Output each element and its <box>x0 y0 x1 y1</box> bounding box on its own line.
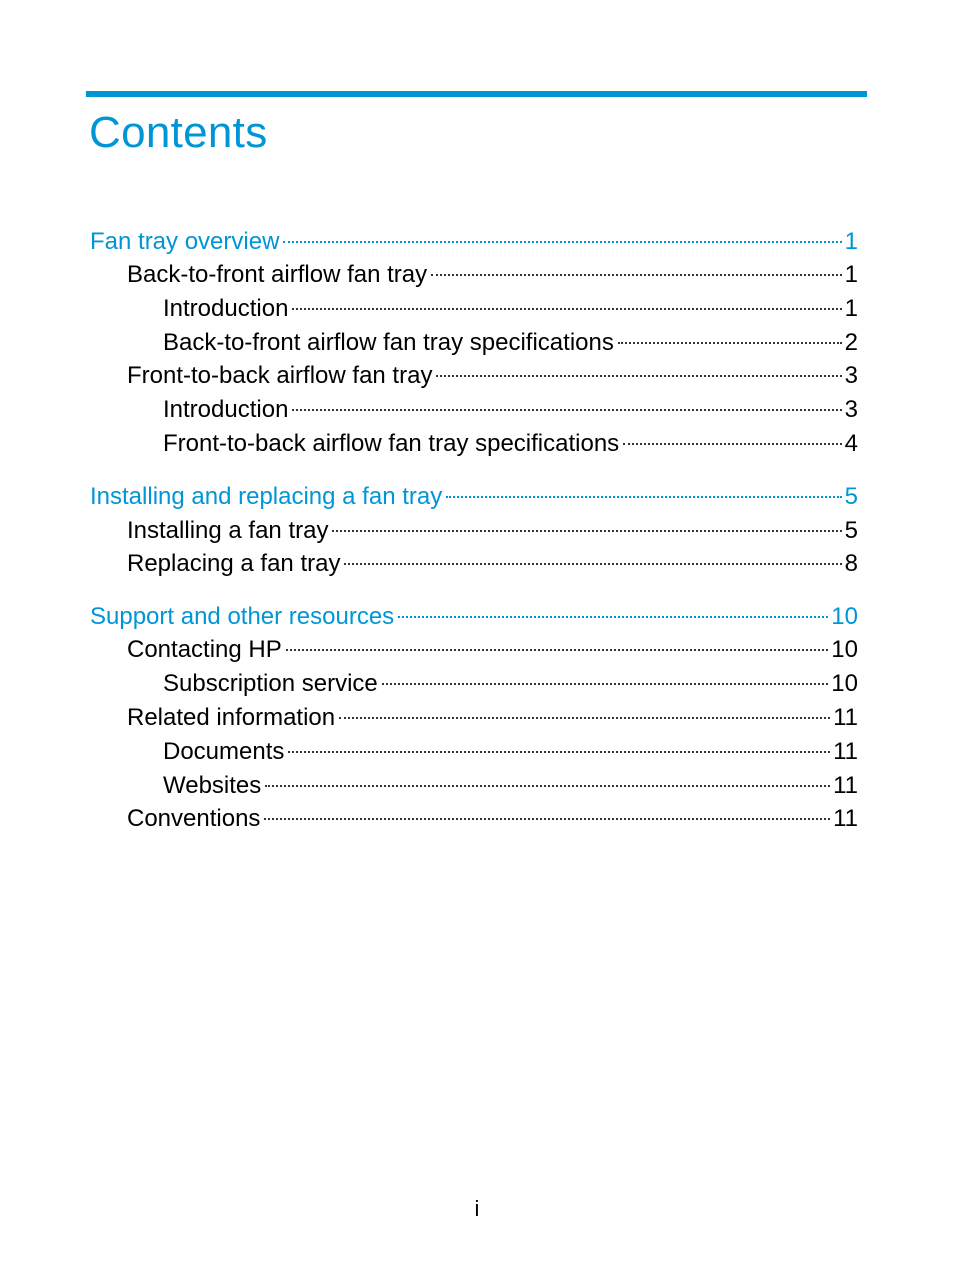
toc-entry-page: 3 <box>844 362 858 389</box>
toc-entry-page: 1 <box>844 228 858 255</box>
toc-entry-label: Subscription service <box>163 670 378 697</box>
dot-leader <box>339 716 830 719</box>
dot-leader <box>265 784 830 787</box>
dot-leader <box>436 374 841 377</box>
toc-entry-contacting-hp[interactable] <box>127 633 858 667</box>
dot-leader <box>288 750 830 753</box>
toc-entry-page: 5 <box>844 483 858 510</box>
toc-entry-label: Back-to-front airflow fan tray specifications <box>163 329 614 356</box>
toc-entry-label: Conventions <box>127 805 261 832</box>
toc-entry-page: 8 <box>844 550 858 577</box>
dot-leader <box>344 562 841 565</box>
toc-entry-support-and-other-resources[interactable] <box>90 600 858 634</box>
toc-entry-front-to-back-specifications[interactable] <box>163 427 858 461</box>
toc-entry-page: 2 <box>844 329 858 356</box>
toc-entry-page: 5 <box>844 517 858 544</box>
toc-entry-page: 10 <box>831 603 858 630</box>
toc-entry-label: Installing a fan tray <box>127 517 329 544</box>
toc-entry-label: Front-to-back airflow fan tray specifications <box>163 430 620 457</box>
dot-leader <box>382 682 829 685</box>
page-title: Contents <box>89 108 268 157</box>
toc-entry-installing-a-fan-tray[interactable] <box>127 514 858 548</box>
dot-leader <box>431 273 842 276</box>
toc-entry-label: Introduction <box>163 396 289 423</box>
toc-entry-introduction-2[interactable] <box>163 393 858 427</box>
toc-entry-page: 11 <box>833 772 858 799</box>
toc-entry-page: 10 <box>831 636 858 663</box>
dot-leader <box>618 341 842 344</box>
toc-entry-page: 1 <box>844 295 858 322</box>
toc-entry-page: 11 <box>833 738 858 765</box>
toc-entry-page: 3 <box>844 396 858 423</box>
dot-leader <box>623 442 841 445</box>
toc-entry-front-to-back-airflow-fan-tray[interactable] <box>127 359 858 393</box>
toc-entry-conventions[interactable] <box>127 802 858 836</box>
toc-entry-label: Websites <box>163 772 262 799</box>
toc-entry-label: Support and other resources <box>90 603 395 630</box>
toc-entry-label: Documents <box>163 738 285 765</box>
toc-entry-back-to-front-specifications[interactable] <box>163 326 858 360</box>
dot-leader <box>292 408 841 411</box>
toc-entry-page: 10 <box>831 670 858 697</box>
toc-entry-label: Related information <box>127 704 336 731</box>
dot-leader <box>332 529 841 532</box>
toc-entry-label: Front-to-back airflow fan tray <box>127 362 433 389</box>
toc-entry-label: Contacting HP <box>127 636 282 663</box>
toc-entry-page: 11 <box>833 805 858 832</box>
toc-entry-page: 11 <box>833 704 858 731</box>
toc-entry-subscription-service[interactable] <box>163 667 858 701</box>
toc-entry-label: Back-to-front airflow fan tray <box>127 261 428 288</box>
footer-page-number: i <box>474 1196 480 1221</box>
toc-entry-page: 1 <box>844 261 858 288</box>
dot-leader <box>446 495 841 498</box>
toc-entry-related-information[interactable] <box>127 701 858 735</box>
toc-entry-replacing-a-fan-tray[interactable] <box>127 547 858 581</box>
toc-entry-label: Introduction <box>163 295 289 322</box>
toc-entry-label: Installing and replacing a fan tray <box>90 483 443 510</box>
toc-entry-label: Replacing a fan tray <box>127 550 341 577</box>
dot-leader <box>398 615 828 618</box>
toc-entry-label: Fan tray overview <box>90 228 280 255</box>
toc-entry-back-to-front-airflow-fan-tray[interactable] <box>127 258 858 292</box>
dot-leader <box>264 817 830 820</box>
toc-entry-installing-and-replacing[interactable] <box>90 480 858 514</box>
toc-entry-page: 4 <box>844 430 858 457</box>
toc-entry-websites[interactable] <box>163 769 858 803</box>
dot-leader <box>286 648 829 651</box>
dot-leader <box>292 307 841 310</box>
toc-entry-documents[interactable] <box>163 735 858 769</box>
dot-leader <box>283 240 841 243</box>
toc-entry-fan-tray-overview[interactable] <box>90 225 858 259</box>
toc-entry-introduction-1[interactable] <box>163 292 858 326</box>
top-rule <box>86 91 867 97</box>
